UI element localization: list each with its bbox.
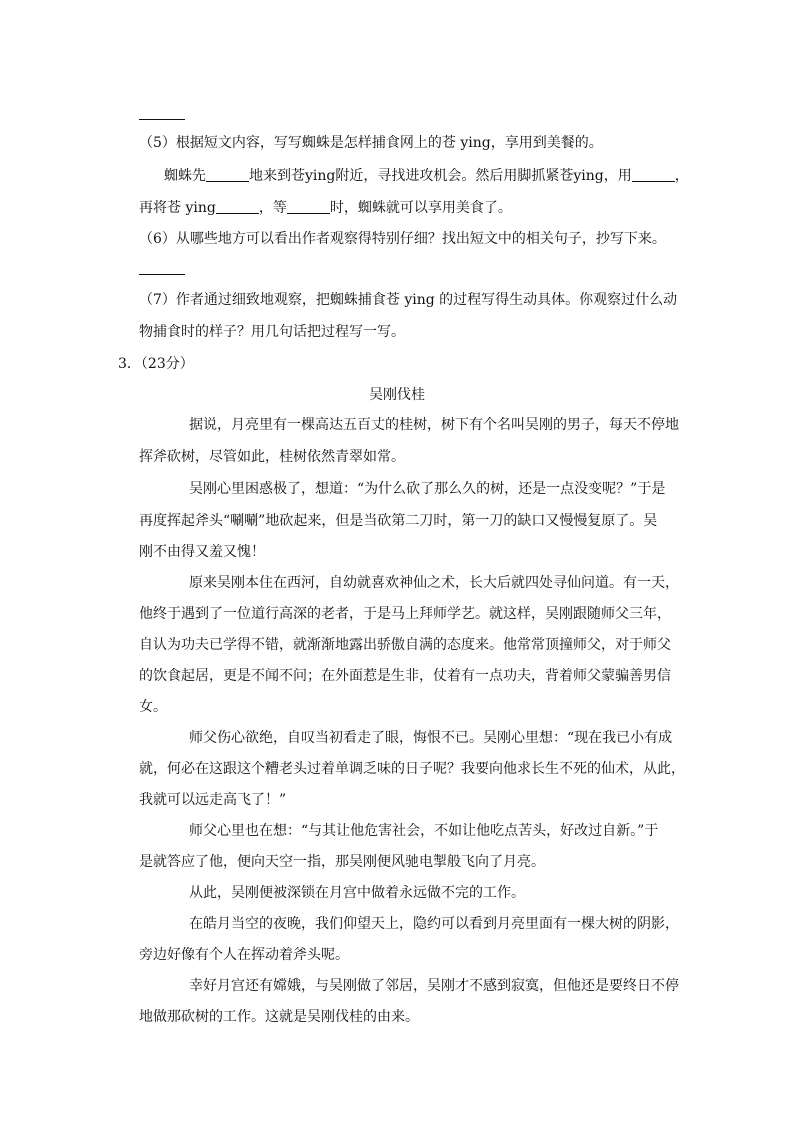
p5-line-1: 师父心里也在想：“与其让他危害社会，不如让他吃点苦头，好改过自新。”于 — [189, 823, 659, 839]
p6-line-1: 从此，吴刚便被深锁在月宫中做着永远做不完的工作。 — [189, 885, 525, 901]
p2-line-1: 吴刚心里困惑极了，想道：“为什么砍了那么久的树，还是一点没变呢？”于是 — [189, 481, 666, 497]
p3-line-2: 他终于遇到了一位道行高深的老者，于是马上拜师学艺。就这样，吴刚跟随师父三年， — [139, 606, 671, 622]
q5-blank-3[interactable] — [216, 199, 259, 214]
p8-line-2: 地做那砍树的工作。这就是吴刚伐桂的由来。 — [139, 1009, 419, 1025]
p3-line-1: 原来吴刚本住在西河，自幼就喜欢神仙之术，长大后就四处寻仙问道。有一天， — [189, 575, 679, 591]
q6-prompt: （6）从哪些地方可以看出作者观察得特别仔细？找出短文中的相关句子，抄写下来。 — [139, 231, 666, 247]
p7-line-1: 在皓月当空的夜晚，我们仰望天上，隐约可以看到月亮里面有一棵大树的阴影， — [189, 916, 679, 932]
p4-line-1: 师父伤心欲绝，自叹当初看走了眼，悔恨不已。吴刚心里想：“现在我已小有成 — [189, 730, 673, 746]
q5-line2-c: 时，蜘蛛就可以享用美食了。 — [329, 200, 512, 216]
p2-line-3: 刚不由得又羞又愧！ — [139, 544, 265, 560]
q5-line-2 — [139, 198, 512, 218]
q6-answer-blank[interactable] — [139, 274, 185, 275]
q5-blank-4[interactable] — [287, 199, 330, 214]
p1-line-2: 挥斧砍树，尽管如此，桂树依然青翠如常。 — [139, 449, 405, 465]
q5-line-1 — [164, 166, 689, 186]
p4-line-2: 就，何必在这跟这个糟老头过着单调乏味的日子呢？我要向他求长生不死的仙术，从此， — [139, 761, 685, 777]
q5-line1-b: 地来到苍ying附近，寻找进攻机会。然后用脚抓紧苍ying，用 — [249, 168, 632, 184]
p2-line-2: 再度挥起斧头“唰唰”地砍起来，但是当砍第二刀时，第一刀的缺口又慢慢复原了。吴 — [139, 513, 658, 529]
passage-title: 吴刚伐桂 — [369, 387, 425, 403]
p3-line-5: 女。 — [139, 699, 167, 715]
p8-line-1: 幸好月宫还有嫦娥，与吴刚做了邻居，吴刚才不感到寂寞，但他还是要终日不停 — [189, 978, 679, 994]
q7-line-2: 物捕食时的样子？用几句话把过程写一写。 — [139, 324, 405, 340]
p4-line-3: 我就可以远走高飞了！” — [139, 792, 287, 808]
q5-line2-b: ，等 — [258, 200, 287, 216]
answer-blank-top[interactable] — [139, 119, 185, 120]
q5-line1-c: ， — [674, 168, 689, 184]
p7-line-2: 旁边好像有个人在挥动着斧头呢。 — [139, 947, 349, 963]
q3-header: 3．（23分） — [118, 356, 194, 372]
q5-line2-a: 再将苍 ying — [139, 200, 216, 216]
q5-line1-a: 蜘蛛先 — [164, 168, 206, 184]
p1-line-1: 据说，月亮里有一棵高达五百丈的桂树，树下有个名叫吴刚的男子，每天不停地 — [189, 417, 679, 433]
p3-line-3: 自认为功夫已学得不错，就渐渐地露出骄傲自满的态度来。他常常顶撞师父，对于师父 — [139, 637, 671, 653]
q5-blank-1[interactable] — [206, 167, 249, 182]
q5-prompt: （5）根据短文内容，写写蜘蛛是怎样捕食网上的苍 ying，享用到美餐的。 — [139, 135, 603, 151]
q5-blank-2[interactable] — [632, 167, 675, 182]
p3-line-4: 的饮食起居，更是不闻不问；在外面惹是生非，仗着有一点功夫，背着师父蒙骗善男信 — [139, 668, 671, 684]
p5-line-2: 是就答应了他，便向天空一指，那吴刚便风驰电掣般飞向了月亮。 — [139, 854, 545, 870]
q7-line-1: （7）作者通过细致地观察，把蜘蛛捕食苍 ying 的过程写得生动具体。你观察过什么动 — [139, 292, 678, 308]
